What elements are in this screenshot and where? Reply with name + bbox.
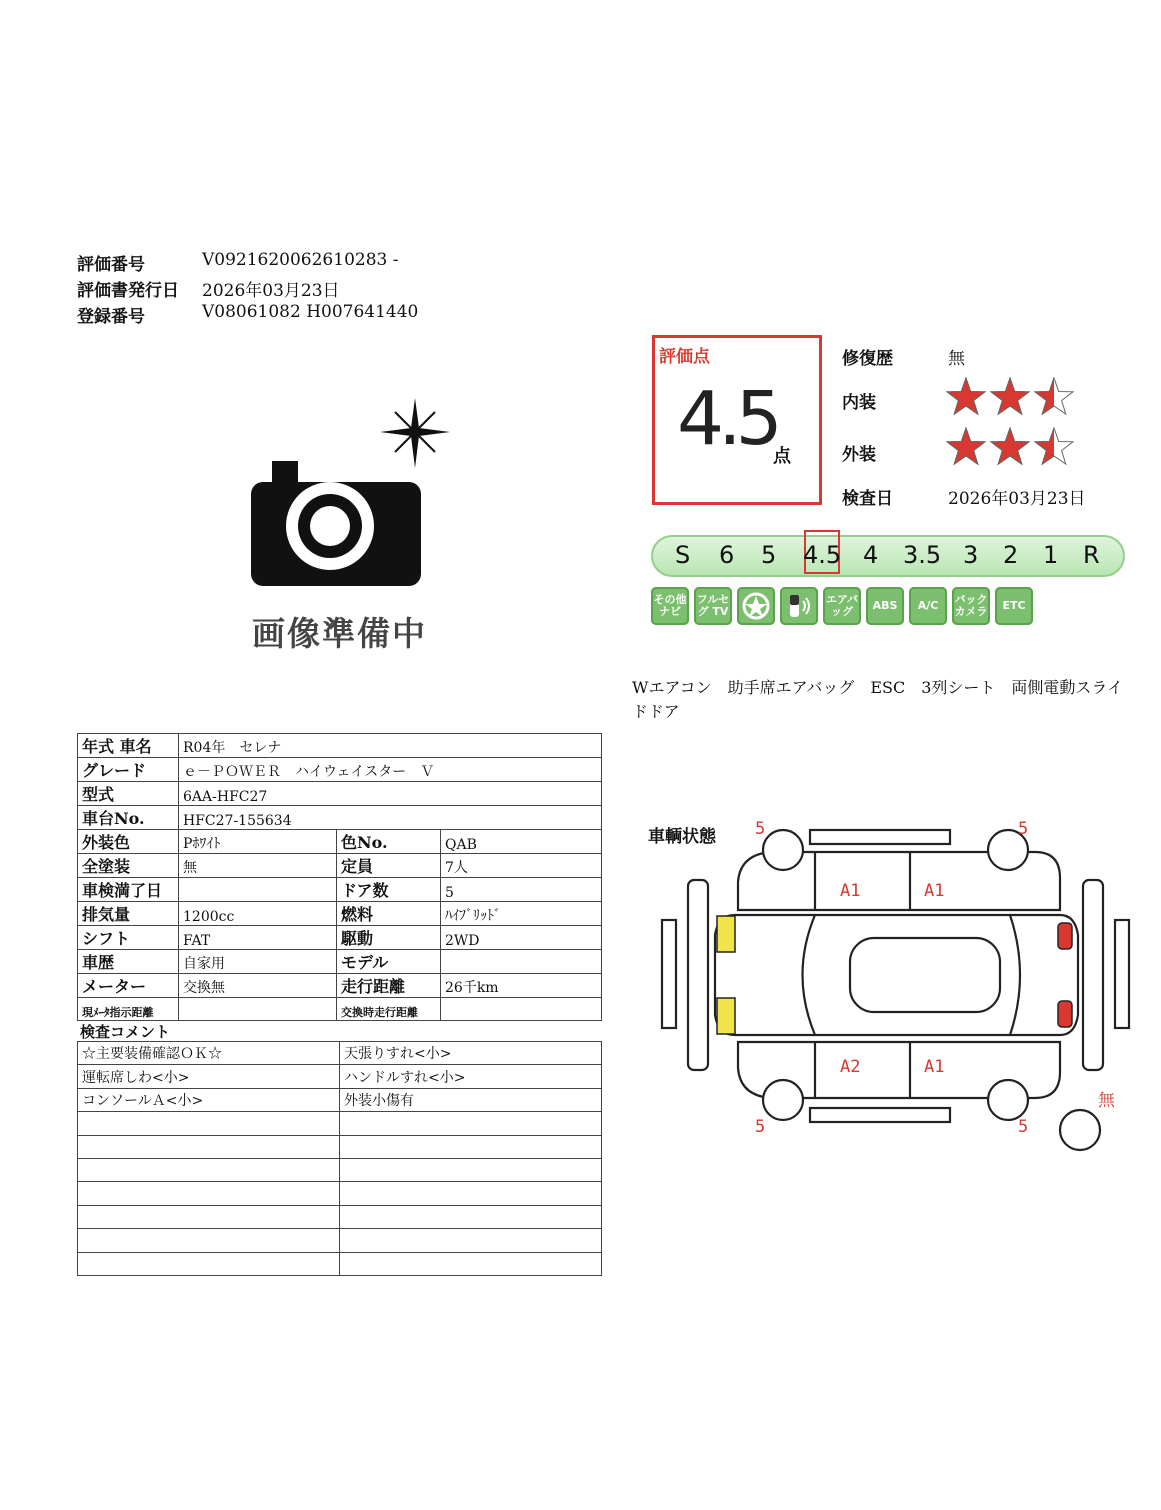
panel-mark: A1 bbox=[924, 1057, 945, 1077]
rear-lamp-left bbox=[1058, 923, 1072, 949]
issue-date: 2026年03月23日 bbox=[202, 281, 340, 301]
ac-icon: A/C bbox=[909, 587, 947, 625]
table-row bbox=[78, 1205, 602, 1228]
roof-rail-top bbox=[810, 830, 950, 844]
tire-depth-label: 5 bbox=[755, 819, 766, 839]
reg-number-label: 登録番号 bbox=[77, 307, 145, 327]
roof bbox=[850, 938, 1000, 1012]
fuel-label: 燃料 bbox=[337, 902, 441, 926]
capacity-label: 定員 bbox=[337, 854, 441, 878]
table-row bbox=[78, 1112, 602, 1135]
star-fill bbox=[991, 428, 1029, 464]
panel-mark: A1 bbox=[840, 881, 861, 901]
grade-item-selected: 4.5 bbox=[803, 541, 842, 569]
comment-cell bbox=[340, 1112, 602, 1135]
drive-value: 2WD bbox=[441, 926, 602, 950]
table-row bbox=[78, 1229, 602, 1252]
front-lamp-right bbox=[717, 998, 735, 1034]
panel-mark: A2 bbox=[840, 1057, 861, 1077]
shift-value: FAT bbox=[179, 926, 337, 950]
table-row bbox=[78, 1252, 602, 1275]
comment-cell bbox=[340, 1252, 602, 1275]
eval-number-label: 評価番号 bbox=[77, 255, 145, 275]
grade-item: 3.5 bbox=[903, 541, 942, 569]
grade-item: R bbox=[1083, 541, 1100, 569]
star-fill bbox=[991, 378, 1029, 414]
color-no-value: QAB bbox=[441, 830, 602, 854]
front-panel bbox=[688, 880, 708, 1070]
grade-item: 6 bbox=[719, 541, 735, 569]
image-preparing-text: 画像準備中 bbox=[252, 614, 427, 653]
model-value bbox=[441, 950, 602, 974]
comment-cell: 外装小傷有 bbox=[340, 1088, 602, 1111]
table-row bbox=[78, 1158, 602, 1181]
inspection-date: 2026年03月23日 bbox=[948, 489, 1086, 509]
vehicle-diagram bbox=[640, 810, 1140, 1160]
comment-cell bbox=[340, 1182, 602, 1205]
score-unit: 点 bbox=[773, 446, 791, 467]
meter-label: メーター bbox=[78, 974, 179, 998]
star-fill bbox=[947, 378, 985, 414]
table-row bbox=[78, 1135, 602, 1158]
equipment-text: Wエアコン 助手席エアバッグ ESC 3列シート 両側電動スライドドア bbox=[632, 678, 1123, 721]
meter-value: 交換無 bbox=[179, 974, 337, 998]
table-row bbox=[78, 1042, 602, 1065]
comment-cell bbox=[78, 1135, 340, 1158]
front-bumper bbox=[662, 920, 676, 1028]
rear-window-line bbox=[1010, 915, 1020, 1035]
comment-cell: ハンドルすれ<小> bbox=[340, 1065, 602, 1088]
shaken-value bbox=[179, 878, 337, 902]
comment-cell bbox=[78, 1158, 340, 1181]
eval-number: V0921620062610283 - bbox=[202, 250, 399, 270]
comment-cell: 運転席しわ<小> bbox=[78, 1065, 340, 1088]
grade-scale-bar bbox=[651, 535, 1125, 577]
tire-front-left bbox=[763, 830, 803, 870]
type-label: 型式 bbox=[78, 782, 179, 806]
displacement-value: 1200cc bbox=[179, 902, 337, 926]
comments-table bbox=[77, 1041, 602, 1276]
grade-item: 1 bbox=[1043, 541, 1059, 569]
exchange-mileage-label: 交換時走行距離 bbox=[337, 998, 441, 1021]
airbag-icon: エアバッグ bbox=[823, 587, 861, 625]
exterior-stars bbox=[946, 426, 1086, 472]
rear-bumper bbox=[1115, 920, 1129, 1028]
comment-cell bbox=[78, 1229, 340, 1252]
comment-cell bbox=[340, 1158, 602, 1181]
score-label: 評価点 bbox=[659, 347, 710, 367]
comment-cell: ☆主要装備確認ＯＫ☆ bbox=[78, 1042, 340, 1065]
comment-cell: 天張りすれ<小> bbox=[340, 1042, 602, 1065]
color-value: Pﾎﾜｲﾄ bbox=[179, 830, 337, 854]
mileage-label: 走行距離 bbox=[337, 974, 441, 998]
displacement-label: 排気量 bbox=[78, 902, 179, 926]
tire-depth-label: 5 bbox=[1018, 819, 1029, 839]
rear-panel bbox=[1083, 880, 1103, 1070]
tire-front-right bbox=[763, 1080, 803, 1120]
comment-cell bbox=[78, 1205, 340, 1228]
roof-rail-bottom bbox=[810, 1108, 950, 1122]
front-lamp-left bbox=[717, 916, 735, 952]
color-label: 外装色 bbox=[78, 830, 179, 854]
interior-label: 内装 bbox=[842, 393, 876, 413]
shift-label: シフト bbox=[78, 926, 179, 950]
model-year-label: 年式 車名 bbox=[78, 734, 179, 758]
navi-icon: その他 ナビ bbox=[651, 587, 689, 625]
drive-label: 駆動 bbox=[337, 926, 441, 950]
reg-number: V08061082 H007641440 bbox=[202, 302, 419, 322]
grade-item: 4 bbox=[863, 541, 879, 569]
interior-stars bbox=[946, 376, 1086, 422]
repaint-value: 無 bbox=[179, 854, 337, 878]
mileage-value: 26千km bbox=[441, 974, 602, 998]
spare-tire-mark: 無 bbox=[1098, 1091, 1115, 1111]
table-row bbox=[78, 1088, 602, 1111]
current-meter-value bbox=[179, 998, 337, 1021]
type-value: 6AA-HFC27 bbox=[179, 782, 602, 806]
tv-icon: フルセグ TV bbox=[694, 587, 732, 625]
exchange-mileage-value bbox=[441, 998, 602, 1021]
windshield-line bbox=[803, 915, 816, 1035]
grade-item: 5 bbox=[761, 541, 777, 569]
history-label: 車歴 bbox=[78, 950, 179, 974]
vehicle-condition-title: 車輌状態 bbox=[648, 827, 716, 847]
chassis-label: 車台No. bbox=[78, 806, 179, 830]
comment-cell bbox=[340, 1205, 602, 1228]
repair-history-label: 修復歴 bbox=[842, 349, 893, 369]
grade-value: ｅ－ＰＯＷＥＲ ハイウェイスター Ｖ bbox=[179, 758, 602, 782]
panel-mark: A1 bbox=[924, 881, 945, 901]
comment-cell bbox=[78, 1252, 340, 1275]
current-meter-label: 現ﾒｰﾀ指示距離 bbox=[78, 998, 179, 1021]
grade-item: 3 bbox=[963, 541, 979, 569]
comment-cell bbox=[340, 1135, 602, 1158]
tire-depth-label: 5 bbox=[1018, 1117, 1029, 1137]
tire-rear-right bbox=[988, 1080, 1028, 1120]
repair-history-value: 無 bbox=[948, 349, 965, 369]
star-fill bbox=[947, 428, 985, 464]
tire-depth-label: 5 bbox=[755, 1117, 766, 1137]
table-row bbox=[78, 1182, 602, 1205]
comment-cell: コンソールＡ<小> bbox=[78, 1088, 340, 1111]
back-camera-icon: バック カメラ bbox=[952, 587, 990, 625]
spec-table bbox=[77, 733, 602, 1021]
fuel-value: ﾊｲﾌﾞﾘｯﾄﾞ bbox=[441, 902, 602, 926]
top-body bbox=[715, 915, 1078, 1035]
table-row bbox=[78, 1065, 602, 1088]
etc-icon: ETC bbox=[995, 587, 1033, 625]
score-value: 4.5 bbox=[677, 376, 777, 462]
grade-item: S bbox=[675, 541, 691, 569]
chassis-value: HFC27-155634 bbox=[179, 806, 602, 830]
camera-icon bbox=[245, 398, 460, 593]
model-year-value: R04年 セレナ bbox=[179, 734, 602, 758]
model-label: モデル bbox=[337, 950, 441, 974]
shaken-label: 車検満了日 bbox=[78, 878, 179, 902]
capacity-value: 7人 bbox=[441, 854, 602, 878]
doors-label: ドア数 bbox=[337, 878, 441, 902]
issue-date-label: 評価書発行日 bbox=[77, 281, 179, 301]
grade-item: 2 bbox=[1003, 541, 1019, 569]
exterior-label: 外装 bbox=[842, 445, 876, 465]
spare-tire bbox=[1060, 1110, 1100, 1150]
abs-icon: ABS bbox=[866, 587, 904, 625]
comment-cell bbox=[78, 1182, 340, 1205]
inspection-date-label: 検査日 bbox=[842, 489, 893, 509]
rear-lamp-right bbox=[1058, 1001, 1072, 1027]
color-no-label: 色No. bbox=[337, 830, 441, 854]
comment-cell bbox=[340, 1229, 602, 1252]
history-value: 自家用 bbox=[179, 950, 337, 974]
repaint-label: 全塗装 bbox=[78, 854, 179, 878]
comments-title: 検査コメント bbox=[80, 1023, 171, 1041]
alloy-wheel-icon bbox=[737, 587, 775, 625]
comment-cell bbox=[78, 1112, 340, 1135]
grade-label: グレード bbox=[78, 758, 179, 782]
smart-key-icon bbox=[780, 587, 818, 625]
score-box bbox=[652, 335, 822, 505]
doors-value: 5 bbox=[441, 878, 602, 902]
